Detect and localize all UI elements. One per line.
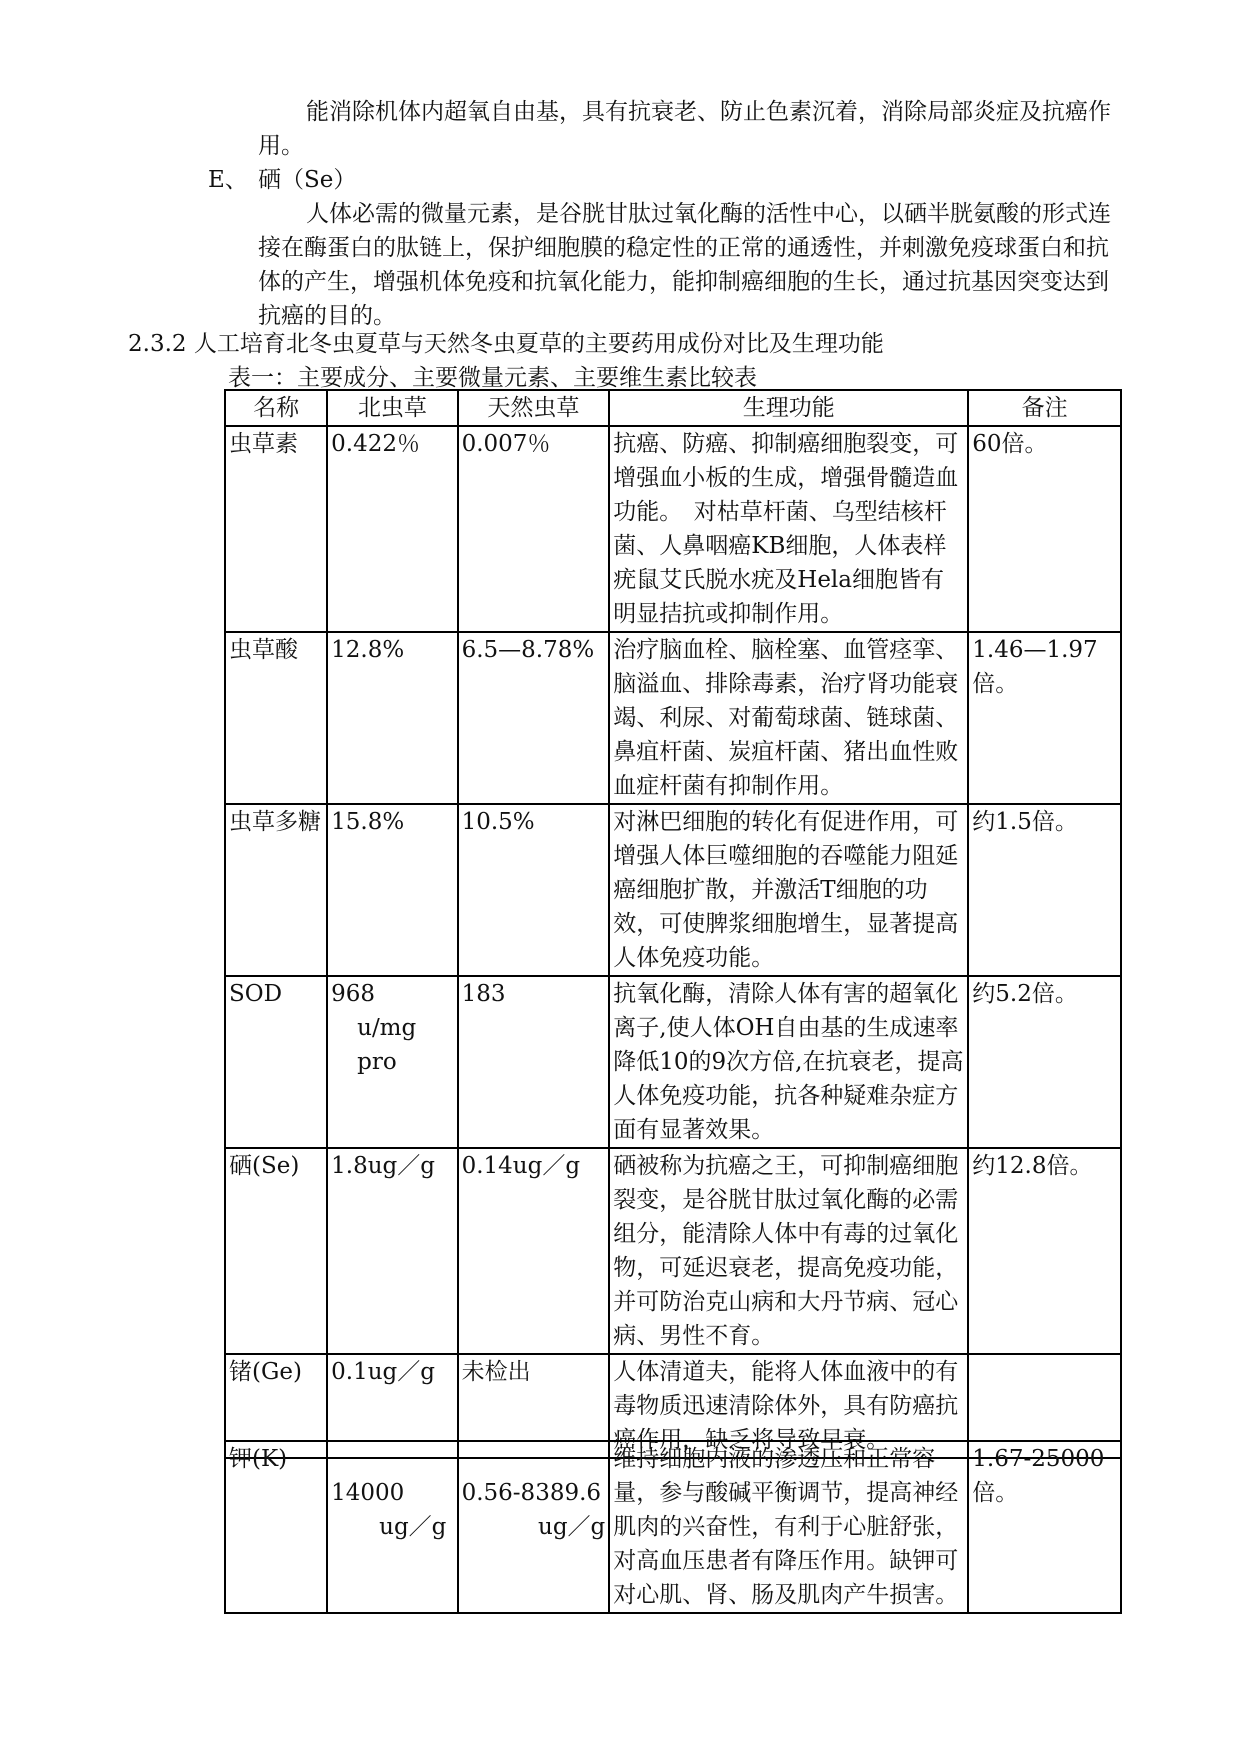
table-row — [225, 1148, 1121, 1354]
table-row — [225, 804, 1121, 976]
cell-function: 维持细胞内液的渗透压和正常容量，参与酸碱平衡调节，提高神经肌肉的兴奋性，有利于心脏舒张，对高血压患者有降压作用。缺钾可对心肌、肾、肠及肌肉产牛损害。 — [609, 1441, 968, 1613]
section-title: 2.3.2 人工培育北冬虫夏草与天然冬虫夏草的主要药用成份对比及生理功能 — [128, 331, 884, 357]
table-row — [225, 426, 1121, 632]
cell-tian: 未检出 — [458, 1354, 610, 1458]
cell-tian — [458, 1441, 610, 1613]
cell-name: 虫草多糖 — [225, 804, 327, 976]
selenium-paragraph: 人体必需的微量元素，是谷胱甘肽过氧化酶的活性中心，以硒半胱氨酸的形式连接在酶蛋白的肽链上，保护细胞膜的稳定性的正常的通透性，并刺激免疫球蛋白和抗体的产生，增强机体免疫和抗氧化能力，能抑制癌细胞的生长，通过抗基因突变达到抗癌的目的。 — [258, 201, 1111, 329]
cell-bei: 0.422％ — [327, 426, 457, 632]
cell-name: 锗(Ge) — [225, 1354, 327, 1458]
table-caption: 表一：主要成分、主要微量元素、主要维生素比较表 — [228, 365, 757, 391]
cell-bei: 12.8% — [327, 632, 457, 804]
cell-tian: 10.5% — [458, 804, 610, 976]
comparison-table — [224, 389, 1122, 1459]
cell-bei — [327, 976, 457, 1148]
header-function: 生理功能 — [609, 390, 968, 426]
header-tianran-chongcao: 天然虫草 — [458, 390, 610, 426]
selenium-heading-label: E、 — [208, 167, 248, 193]
cell-note: 约5.2倍。 — [968, 976, 1121, 1148]
cell-note: 1.67-25000倍。 — [968, 1441, 1121, 1613]
cell-name: 钾(K) — [225, 1441, 327, 1613]
cell-function: 治疗脑血栓、脑栓塞、血管痉挛、脑溢血、排除毒素，治疗肾功能衰竭、利尿、对葡萄球菌、链球菌、鼻疽杆菌、炭疽杆菌、猪出血性败血症杆菌有抑制作用。 — [609, 632, 968, 804]
cell-function: 人体清道夫，能将人体血液中的有毒物质迅速清除体外，具有防癌抗癌作用，缺乏将导致早衰。 — [609, 1354, 968, 1458]
cell-bei — [327, 1441, 457, 1613]
intro-paragraph: 能消除机体内超氧自由基，具有抗衰老、防止色素沉着，消除局部炎症及抗癌作用。 — [258, 99, 1111, 159]
cell-note: 约1.5倍。 — [968, 804, 1121, 976]
selenium-heading-title: 硒（Se） — [258, 167, 357, 193]
cell-tian-value: 0.56-8389.6 — [461, 1480, 602, 1506]
cell-bei: 15.8% — [327, 804, 457, 976]
cell-function: 抗癌、防癌、抑制癌细胞裂变，可增强血小板的生成，增强骨髓造血功能。 对枯草杆菌、乌型结核杆菌、人鼻咽癌KB细胞，人体表样疣鼠艾氏脱水疣及Hela细胞皆有明显拮抗或抑制作用。 — [609, 426, 968, 632]
cell-bei-unit: u/mg pro — [357, 1015, 417, 1075]
table-row — [225, 632, 1121, 804]
cell-tian-unit: ug／g — [538, 1514, 606, 1540]
cell-tian: 0.007％ — [458, 426, 610, 632]
cell-bei-value: 14000 — [331, 1480, 405, 1506]
cell-bei-unit: ug／g — [379, 1514, 447, 1540]
comparison-table-continued — [224, 1440, 1122, 1614]
cell-bei: 1.8ug／g — [327, 1148, 457, 1354]
cell-function: 硒被称为抗癌之王，可抑制癌细胞裂变，是谷胱甘肽过氧化酶的必需组分，能清除人体中有毒的过氧化物，可延迟衰老，提高免疫功能，并可防治克山病和大丹节病、冠心病、男性不育。 — [609, 1148, 968, 1354]
cell-name: 虫草素 — [225, 426, 327, 632]
table-header-row — [225, 390, 1121, 426]
cell-function: 对淋巴细胞的转化有促进作用，可增强人体巨噬细胞的吞噬能力阻延癌细胞扩散，并激活T细胞的功效，可使脾浆细胞增生，显著提高人体免疫功能。 — [609, 804, 968, 976]
header-note: 备注 — [968, 390, 1121, 426]
cell-name: 硒(Se) — [225, 1148, 327, 1354]
cell-note: 60倍。 — [968, 426, 1121, 632]
table-row — [225, 1441, 1121, 1613]
cell-name: SOD — [225, 976, 327, 1148]
cell-bei-value: 968 — [331, 981, 376, 1007]
cell-bei: 0.1ug／g — [327, 1354, 457, 1458]
table-row — [225, 976, 1121, 1148]
cell-tian: 183 — [458, 976, 610, 1148]
header-name: 名称 — [225, 390, 327, 426]
cell-note: 约12.8倍。 — [968, 1148, 1121, 1354]
selenium-heading — [208, 163, 356, 197]
cell-note: 1.46—1.97倍。 — [968, 632, 1121, 804]
cell-name: 虫草酸 — [225, 632, 327, 804]
cell-function: 抗氧化酶，清除人体有害的超氧化离子,使人体OH自由基的生成速率降低10的9次方倍,在抗衰老，提高人体免疫功能，抗各种疑难杂症方面有显著效果。 — [609, 976, 968, 1148]
header-bei-chongcao: 北虫草 — [327, 390, 457, 426]
cell-tian: 6.5—8.78% — [458, 632, 610, 804]
cell-tian: 0.14ug／g — [458, 1148, 610, 1354]
